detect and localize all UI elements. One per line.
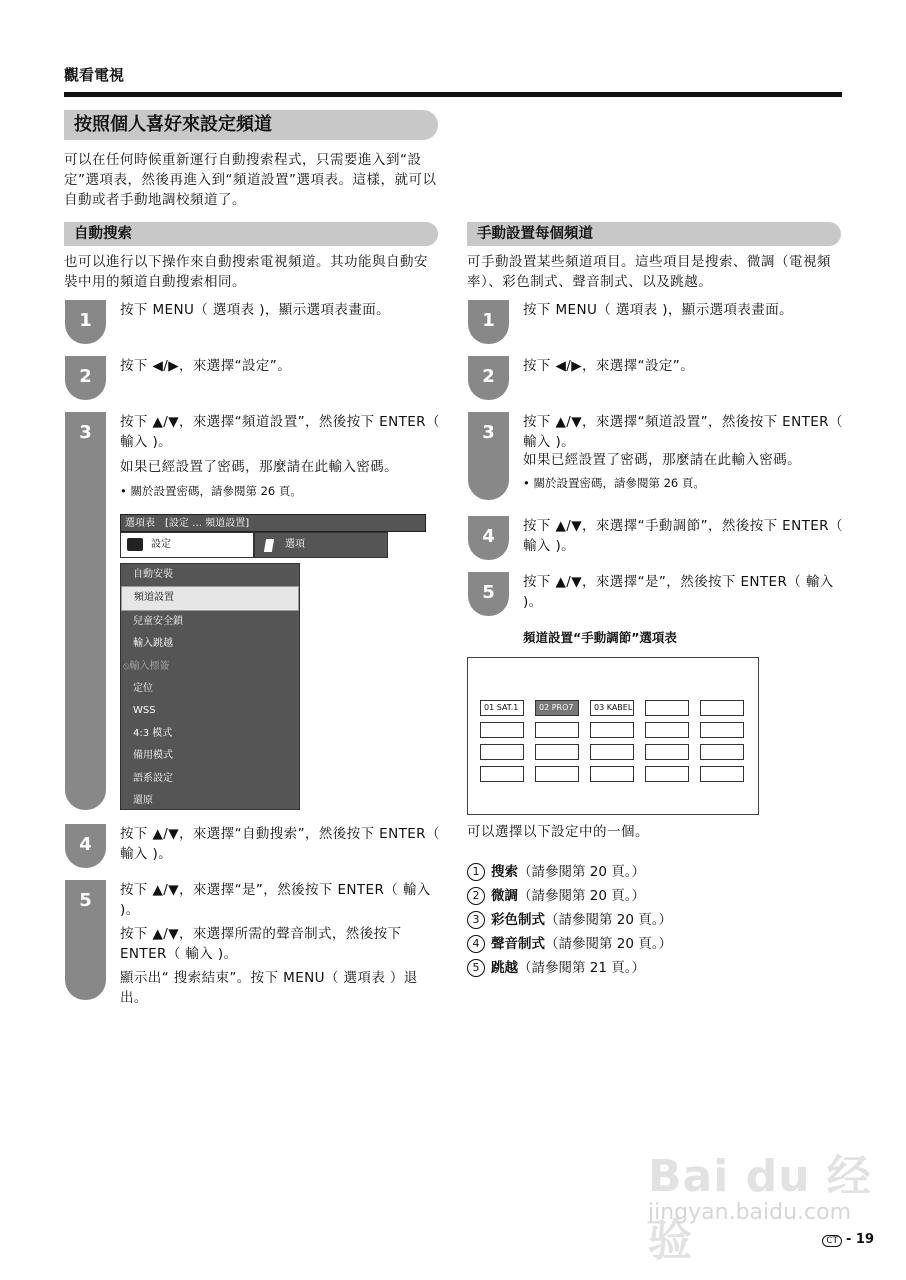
step-note: • 關於設置密碼，請參閱第 26 頁。 — [523, 476, 705, 490]
step-text: 按下 ◀/▶，來選擇“設定”。 — [120, 358, 292, 374]
option-number: 3 — [467, 911, 485, 929]
auto-search-desc: 也可以進行以下操作來自動搜索電視頻道。其功能與自動安裝中用的頻道自動搜索相同。 — [64, 254, 428, 290]
step-text: 按下 ▲/▼，來選擇“頻道設置”，然後按下 ENTER（ 輸入 )。 — [120, 414, 440, 450]
options-icon — [264, 539, 274, 552]
channel-cell[interactable] — [700, 700, 744, 716]
channel-cell[interactable]: 01 SAT.1 — [480, 700, 524, 716]
step-text: 按下 ▲/▼，來選擇“手動調節”，然後按下 ENTER（ 輸入 )。 — [523, 518, 843, 554]
watermark-logo: Bai du 经验 — [648, 1151, 872, 1266]
option-item: 4 聲音制式（請參閱第 20 頁。） — [467, 932, 837, 956]
step-text: 按下 MENU（ 選項表 )，顯示選項表畫面。 — [523, 302, 793, 318]
channel-cell[interactable] — [645, 722, 689, 738]
watermark-url: jingyan.baidu.com — [648, 1200, 852, 1225]
menu-item[interactable]: 備用模式 — [133, 750, 173, 762]
manual-setup-desc: 可手動設置某些頻道項目。這些項目是搜索、微調（電視頻率）、彩色制式、聲音制式、以及跳越。 — [467, 254, 831, 290]
channel-cell[interactable] — [535, 766, 579, 782]
menu-item[interactable]: 輸入跳越 — [133, 638, 173, 650]
step-number: 2 — [65, 356, 106, 400]
menu-item-disabled: ⦸輸入標簽 — [123, 660, 170, 672]
step-text: 如果已經設置了密碼，那麼請在此輸入密碼。 — [523, 452, 801, 468]
options-list — [467, 860, 837, 980]
manual-setup-heading: 手動設置每個頻道 — [467, 222, 841, 246]
menu-tab-settings[interactable] — [120, 532, 254, 558]
step-text: 顯示出“ 搜索結束”。按下 MENU（ 選項表 ）退出。 — [120, 970, 418, 1006]
page-title: 按照個人喜好來設定頻道 — [64, 110, 438, 140]
channel-cell[interactable] — [645, 766, 689, 782]
step-text: 如果已經設置了密碼，那麼請在此輸入密碼。 — [120, 459, 398, 475]
channel-cell[interactable] — [700, 744, 744, 760]
step-number: 5 — [468, 572, 509, 616]
channel-cell[interactable] — [700, 766, 744, 782]
channel-cell[interactable] — [590, 722, 634, 738]
menu-tab-options[interactable] — [254, 532, 388, 558]
menu-item[interactable]: 語系設定 — [133, 772, 173, 784]
menu-item-selected[interactable]: 頻道設置 — [121, 586, 299, 610]
channel-cell[interactable] — [645, 700, 689, 716]
header-rule — [64, 92, 842, 97]
step-number: 1 — [65, 300, 106, 344]
step-number: 3 — [468, 412, 509, 500]
step-text: 按下 ▲/▼，來選擇“自動搜索”，然後按下 ENTER（ 輸入 )。 — [120, 826, 440, 862]
step-text: 按下 ▲/▼，來選擇所需的聲音制式，然後按下 ENTER（ 輸入 )。 — [120, 926, 402, 962]
option-item: 3 彩色制式（請參閱第 20 頁。） — [467, 908, 837, 932]
choose-text: 可以選擇以下設定中的一個。 — [467, 824, 649, 840]
menu-list — [120, 563, 300, 810]
option-number: 2 — [467, 887, 485, 905]
tab-label: 選項 — [285, 539, 305, 550]
step-number: 4 — [65, 824, 106, 868]
channel-table — [467, 657, 759, 815]
step-text: 按下 ▲/▼，來選擇“是”，然後按下 ENTER（ 輸入 )。 — [120, 882, 431, 918]
menu-item[interactable]: 自動安裝 — [133, 569, 173, 580]
channel-cell[interactable] — [700, 722, 744, 738]
step-note: • 關於設置密碼，請參閱第 26 頁。 — [120, 484, 302, 498]
step-number: 3 — [65, 412, 106, 810]
channel-cell[interactable] — [590, 744, 634, 760]
channel-cell[interactable] — [480, 744, 524, 760]
settings-icon — [127, 538, 143, 551]
channel-cell-selected[interactable]: 02 PRO7 — [535, 700, 579, 716]
step-number: 2 — [468, 356, 509, 400]
menu-item[interactable]: 定位 — [133, 682, 153, 694]
step-number: 1 — [468, 300, 509, 344]
page-number: CT - 19 — [822, 1232, 874, 1247]
section-label: 觀看電視 — [64, 66, 125, 84]
step-text: 按下 ▲/▼，來選擇“頻道設置”，然後按下 ENTER（ 輸入 )。 — [523, 414, 843, 450]
menu-item[interactable]: 4:3 模式 — [133, 727, 173, 739]
step-number: 4 — [468, 516, 509, 560]
auto-search-heading: 自動搜索 — [64, 222, 438, 246]
step-text: 按下 MENU（ 選項表 )，顯示選項表畫面。 — [120, 302, 390, 318]
channel-cell[interactable] — [480, 722, 524, 738]
step-text: 按下 ▲/▼，來選擇“是”，然後按下 ENTER（ 輸入 )。 — [523, 574, 834, 610]
option-item: 5 跳越（請參閱第 21 頁。） — [467, 956, 837, 980]
step-number: 5 — [65, 880, 106, 1000]
channel-cell[interactable] — [645, 744, 689, 760]
option-number: 4 — [467, 935, 485, 953]
option-number: 1 — [467, 863, 485, 881]
channel-cell[interactable]: 03 KABEL — [590, 700, 634, 716]
table-caption: 頻道設置“手動調節”選項表 — [523, 630, 677, 645]
option-item: 2 微調（請參閱第 20 頁。） — [467, 884, 837, 908]
menu-item[interactable]: 還原 — [133, 794, 153, 806]
channel-cell[interactable] — [535, 722, 579, 738]
tab-label: 設定 — [151, 539, 171, 550]
channel-cell[interactable] — [590, 766, 634, 782]
region-badge: CT — [822, 1235, 842, 1247]
menu-header: 選項表 [設定 … 頻道設置] — [120, 514, 426, 532]
option-item: 1 搜索（請參閱第 20 頁。） — [467, 860, 837, 884]
menu-item[interactable]: WSS — [133, 705, 156, 717]
menu-item[interactable]: 兒童安全鎖 — [133, 615, 183, 627]
option-number: 5 — [467, 959, 485, 977]
step-text: 按下 ◀/▶，來選擇“設定”。 — [523, 358, 695, 374]
channel-cell[interactable] — [480, 766, 524, 782]
intro-paragraph: 可以在任何時候重新運行自動搜索程式，只需要進入到“設定”選項表，然後再進入到“頻道設置”選項表。這樣，就可以自動或者手動地調校頻道了。 — [64, 152, 437, 208]
channel-cell[interactable] — [535, 744, 579, 760]
